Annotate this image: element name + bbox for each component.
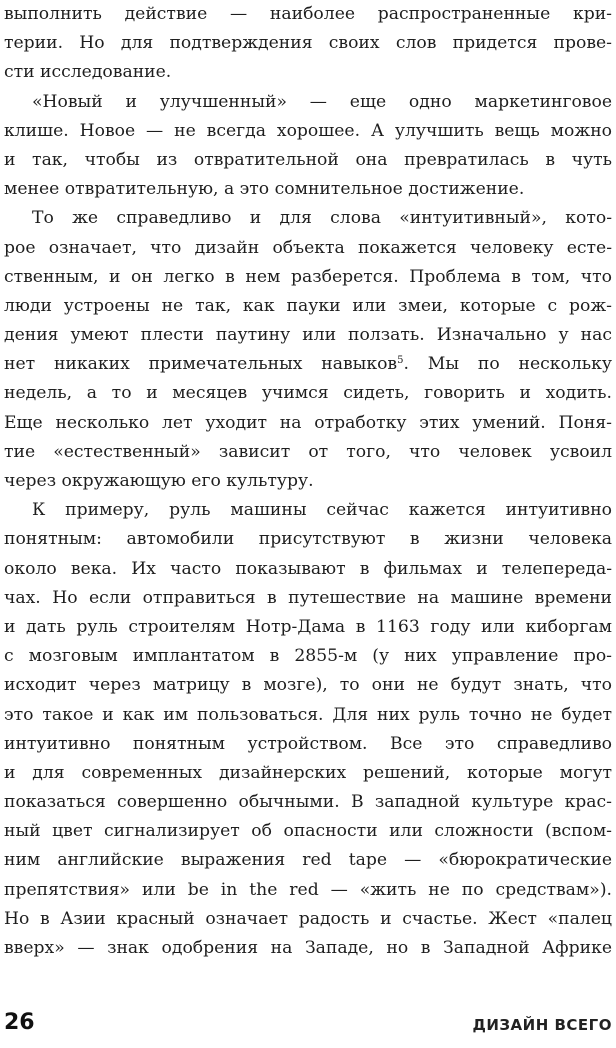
text-line: и дать руль строителям Нотр-Дама в 1163 году или киборгам (4, 616, 612, 637)
text-line: вверх» — знак одобрения на Западе, но в Западной Африке (4, 938, 612, 958)
text-line: и для современных дизайнерских решений, которые могут (4, 762, 612, 783)
text-line: дения умеют плести паутину или ползать. Изначально у нас (4, 325, 612, 346)
text-line: ный цвет сигнализирует об опасности или сложности (вспом- (4, 821, 612, 842)
text-line: исходит через матрицу в мозге), то они не будут знать, что (4, 675, 612, 696)
running-title: ДИЗАЙН ВСЕГО (472, 1016, 612, 1034)
text-line: недель, а то и месяцев учимся сидеть, говорить и ходить. (4, 383, 612, 404)
text-line: понятным: автомобили присутствуют в жизни человека (4, 529, 612, 550)
body-text (4, 0, 612, 963)
text-line: К примеру, руль машины сейчас кажется интуитивно (32, 500, 612, 521)
text-line: То же справедливо и для слова «интуитивный», кото- (32, 208, 612, 229)
text-line: клише. Новое — не всегда хорошее. А улучшить вещь можно (4, 120, 612, 141)
footnote-marker[interactable]: 5 (397, 355, 404, 367)
text-line: люди устроены не так, как пауки или змеи, которые с рож- (4, 295, 612, 316)
text-segment: нет никаких примечательных навыков (4, 354, 398, 375)
text-line: интуитивно понятным устройством. Все это справедливо (4, 733, 612, 754)
text-line: менее отвратительную, а это сомнительное достижение. (4, 179, 525, 200)
text-line: «Новый и улучшенный» — еще одно маркетинговое (32, 91, 612, 112)
text-line: чах. Но если отправиться в путешествие на машине времени (4, 587, 612, 608)
page-number: 26 (4, 1010, 35, 1035)
text-segment: . Мы по нескольку (403, 354, 612, 375)
text-line: ним английские выражения red tape — «бюрократические (4, 850, 612, 871)
text-line: Еще несколько лет уходит на отработку этих умений. Поня- (4, 412, 612, 433)
text-line: с мозговым имплантатом в 2855-м (у них управление про- (4, 646, 612, 667)
text-line-with-footnote (4, 350, 612, 379)
text-line: препятствия» или be in the red — «жить не по средствам»). (4, 879, 612, 900)
text-line: и так, чтобы из отвратительной она превратилась в чуть (4, 149, 612, 170)
text-line: Но в Азии красный означает радость и счастье. Жест «палец (4, 908, 612, 929)
text-line: показаться совершенно обычными. В западной культуре крас- (4, 792, 612, 813)
text-line: рое означает, что дизайн объекта покажется человеку есте- (4, 237, 612, 258)
text-line: терии. Но для подтверждения своих слов придется прове- (4, 33, 612, 54)
text-line: ственным, и он легко в нем разберется. Проблема в том, что (4, 266, 612, 287)
text-line: около века. Их часто показывают в фильмах и телепереда- (4, 558, 612, 579)
text-line: через окружающую его культуру. (4, 471, 314, 491)
text-line: сти исследование. (4, 62, 172, 83)
text-line: выполнить действие — наиболее распространенные кри- (4, 4, 612, 24)
text-line: тие «естественный» зависит от того, что человек усвоил (4, 441, 612, 462)
text-line: это такое и как им пользоваться. Для них руль точно не будет (4, 704, 612, 725)
